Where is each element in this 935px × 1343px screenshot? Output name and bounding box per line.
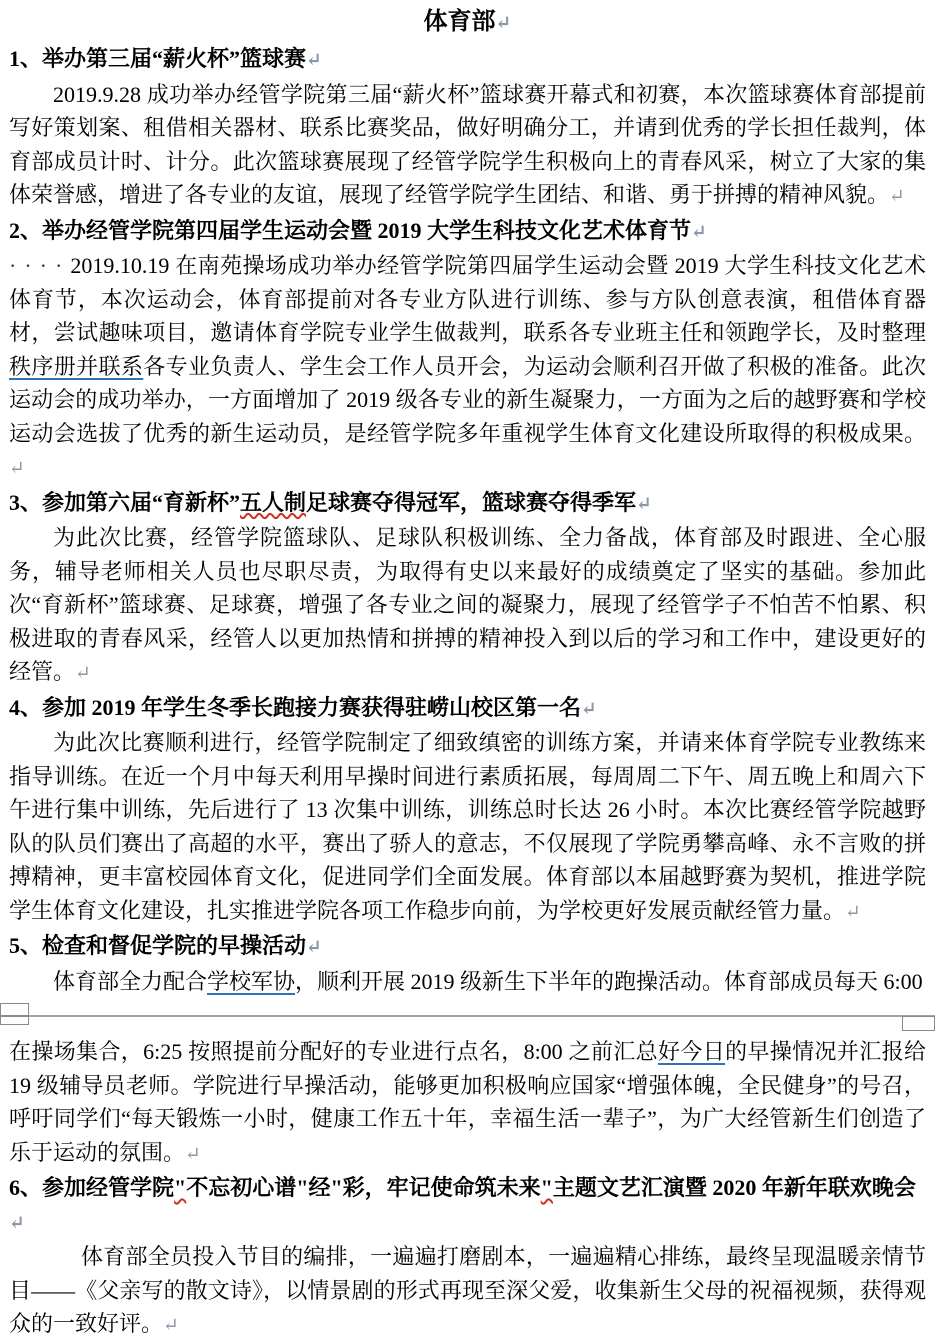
heading-3[interactable] [9,486,926,522]
text-run: 4、参加 2019 年学生冬季长跑接力赛获得驻崂山校区第一名 [9,694,582,720]
doc-title[interactable] [9,0,926,42]
paragraph-mark: ↵ [163,1315,179,1336]
text-run: 2、举办经管学院第四届学生运动会暨 2019 大学生科技文化艺术体育节 [9,217,692,243]
paragraph-mark: ↵ [306,50,322,71]
paragraph-mark: ↵ [691,221,707,243]
text-run: 2019.10.19 在南苑操场成功举办经管学院第四届学生运动会暨 2019 大学生科技文化艺术体育节，本次运动会，体育部提前对各专业方队进行训练、参与方队创意表演，租借体育器材，尝试趣味项目，邀请体育学院专业学生做裁判，联系各专业班主任和领跑学长，及时整理 [9,253,926,345]
paragraph-mark: ↵ [845,901,861,923]
paragraph-mark: ↵ [75,663,91,684]
heading-4[interactable] [9,691,926,727]
paragraph-mark: ↵ [185,1143,201,1165]
spellcheck-squiggle-text: " [174,1175,187,1200]
text-run: 主题文艺汇演暨 2020 年新年联欢晚会 [552,1175,916,1200]
text-run: 为此次比赛顺利进行，经管学院制定了细致缜密的训练方案，并请来体育学院专业教练来指导训练。在近一个月中每天利用早操时间进行素质拓展，每周周二下午、周五晚上和周六下午进行集中训练，先后进行了 13 次集中训练，训练总时长达 26 小时。本次比赛经管学院越野队的队员们赛出了高超的水平，赛出了骄人的意志，不仅展现了学院勇攀高峰、永不言败的拼搏精神，更丰富校园体育文化，促进同学们全面发展。体育部以本届越野赛为契机，推进学院学生体育文化建设，扎实推进学院各项工作稳步向前，为学校更好发展贡献经管力量。 [9,730,926,923]
text-run: 3、参加第六届“育新杯” [9,489,241,515]
text-run: 体育部全力配合 [53,968,208,994]
paragraph-3[interactable] [9,521,926,691]
paragraph-1[interactable] [9,78,926,214]
page-edge-marker-left-bottom [0,1016,29,1025]
text-run: 5、检查和督促学院的早操活动 [9,933,307,958]
paragraph-5-page2-part[interactable] [9,1035,926,1171]
text-run: 足球赛夺得冠军，篮球赛夺得季军 [306,489,637,515]
page-2[interactable] [0,1035,935,1343]
proofing-underlined-text: 秩序册并联系 [9,353,144,379]
spellcheck-squiggle-text: " [540,1175,553,1200]
heading-1[interactable] [9,42,926,78]
paragraph-2[interactable] [9,249,926,486]
paragraph-mark: ↵ [636,493,652,515]
text-run: 体育部 [423,9,496,35]
page-edge-marker-right [902,1016,935,1031]
heading-5[interactable] [9,929,926,965]
text-run: 2019.9.28 成功举办经管学院第三届“薪火杯”篮球赛开幕式和初赛，本次篮球赛体育部提前写好策划案、租借相关器材、联系比赛奖品，做好明确分工，并请到优秀的学长担任裁判，体育部成员计时、计分。此次篮球赛展现了经管学院学生积极向上的青春风采，树立了大家的集体荣誉感，增进了各专业的友谊，展现了经管学院学生团结、和谐、勇于拼搏的精神风貌。 [9,81,926,207]
text-run: 各专业负责人、学生会工作人员开会，为运动会顺利召开做了积极的准备。此次运动会的成功举办，一方面增加了 2019 级各专业的新生凝聚力，一方面为之后的越野赛和学校运动会选拔了优秀的新生运动员，是经管学院多年重视学生体育文化建设所取得的积极成果。 [9,353,926,446]
text-run: 不忘初心谱"经"彩，牢记使命筑未来 [186,1175,541,1200]
proofing-underlined-text: 学校军协 [207,968,296,994]
paragraph-mark: ↵ [306,937,322,958]
text-run: ，顺利开展 2019 级新生下半年的跑操活动。体育部成员每天 6:00 [295,968,923,994]
paragraph-4[interactable] [9,726,926,929]
paragraph-mark: ↵ [581,698,597,720]
text-run: 为此次比赛，经管学院篮球队、足球队积极训练、全力备战，体育部及时跟进、全心服务，辅导老师相关人员也尽职尽责，为取得有史以来最好的成绩奠定了坚实的基础。参加此次“育新杯”篮球赛、足球赛，增强了各专业之间的凝聚力，展现了经管学子不怕苦不怕累、积极进取的青春风采，经管人以更加热情和拼搏的精神投入到以后的学习和工作中，建设更好的经管。 [9,525,926,684]
text-run: 体育部全员投入节目的编排，一遍遍打磨剧本，一遍遍精心排练，最终呈现温暖亲情节目——《父亲写的散文诗》，以情景剧的形式再现至深父爱，收集新生父母的祝福视频，获得观众的一致好评。 [9,1244,926,1336]
paragraph-mark: ↵ [9,458,25,479]
paragraph-mark: ↵ [495,13,512,34]
text-run: 6、参加经管学院 [9,1175,175,1200]
text-run: 的早操情况并汇报给 19 级辅导员老师。学院进行早操活动，能够更加积极响应国家“增强体魄，全民健身”的号召，呼吁同学们“每天锻炼一小时，健康工作五十年，幸福生活一辈子”，为广大经管新生们创造了乐于运动的氛围。 [9,1039,926,1165]
page-boundary-line [0,1015,935,1017]
paragraph-5-page1-part[interactable] [9,965,926,999]
text-run: 在操场集合，6:25 按照提前分配好的专业进行点名，8:00 之前汇总 [9,1039,658,1064]
heading-2[interactable] [9,214,926,250]
page-break-divider [0,1001,935,1031]
text-run: 1、举办第三届“薪火杯”篮球赛 [9,46,307,71]
space-formatting-marks: ···· [9,253,71,278]
paragraph-mark: ↵ [9,1212,25,1234]
spellcheck-squiggle-text: 五人制 [240,489,307,515]
paragraph-6[interactable] [9,1240,926,1343]
heading-6[interactable] [9,1171,926,1240]
page-edge-marker-left-top [0,1003,29,1016]
proofing-underlined-text: 好今日 [658,1039,726,1064]
paragraph-mark: ↵ [889,186,905,207]
